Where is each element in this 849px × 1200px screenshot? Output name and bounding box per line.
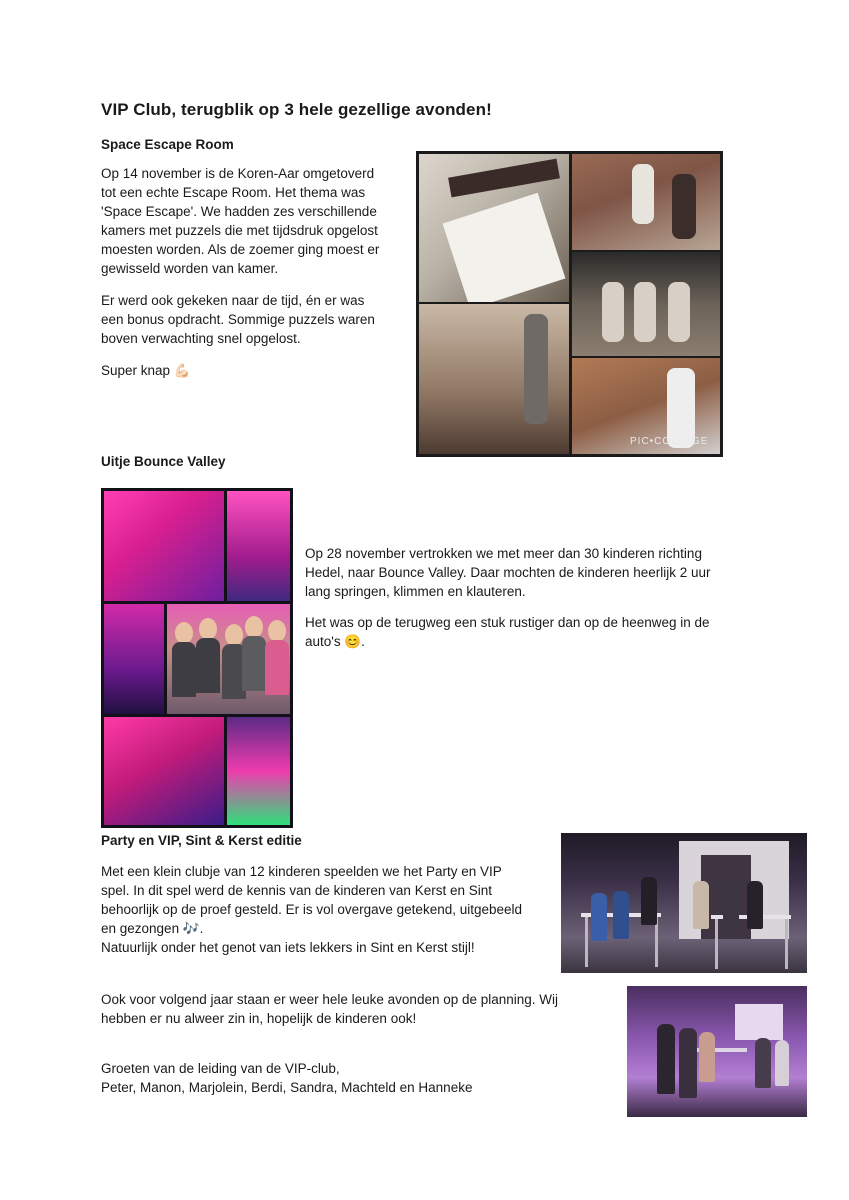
text-line: Op 28 november vertrokken we met meer dan 30 kinderen richting [305,546,702,561]
text-line: Er werd ook gekeken naar de tijd, én er was [101,293,365,308]
text-line: moesten worden. Als de zoemer ging moest er [101,242,380,257]
section1-paragraph1 [101,164,406,278]
text-line: gewisseld worden van kamer. [101,261,279,276]
section-heading-party-vip: Party en VIP, Sint & Kerst editie [101,833,302,848]
section4-paragraph1 [101,990,611,1028]
collage-tile [572,154,720,250]
text-line: Ook voor volgend jaar staan er weer hele leuke avonden op de planning. Wij [101,992,559,1007]
text-line: Met een klein clubje van 12 kinderen speelden we het Party en VIP [101,864,502,879]
signatures: Peter, Manon, Marjolein, Berdi, Sandra, Machteld en Hanneke [101,1080,473,1095]
text-line: Het was op de terugweg een stuk rustiger dan op de heenweg in de [305,615,710,630]
section2-paragraph1 [305,544,745,601]
collage-tile [104,717,224,825]
text-line: auto's 😊. [305,634,365,649]
text-line: en gezongen 🎶. [101,921,204,936]
section1-paragraph2 [101,291,406,348]
collage-tile [227,491,290,601]
collage-tile [572,358,720,454]
text-line: een bonus opdracht. Sommige puzzels waren [101,312,375,327]
text-line: lang springen, klimmen en klauteren. [305,584,526,599]
text-line: Hedel, naar Bounce Valley. Daar mochten de kinderen heerlijk 2 uur [305,565,711,580]
bounce-valley-collage-photo [101,488,293,828]
section-heading-space-escape: Space Escape Room [101,137,234,152]
collage-tile [419,304,569,454]
greeting [101,1059,611,1097]
collage-tile [104,604,164,714]
greeting-line: Groeten van de leiding van de VIP-club, [101,1061,340,1076]
collage-watermark: PIC•COLLAGE [630,436,709,447]
page-title: VIP Club, terugblik op 3 hele gezellige avonden! [101,100,492,119]
party-vip-photo [561,833,807,973]
text-line: boven verwachting snel opgelost. [101,331,301,346]
section1-closing: Super knap 💪🏻 [101,363,191,378]
planning-photo [627,986,807,1117]
collage-tile [227,717,290,825]
collage-tile [572,252,720,356]
collage-tile [104,491,224,601]
section3-paragraph1 [101,862,556,957]
text-line: tot een echte Escape Room. Het thema was [101,185,366,200]
text-line: Natuurlijk onder het genot van iets lekkers in Sint en Kerst stijl! [101,940,475,955]
section-heading-bounce-valley: Uitje Bounce Valley [101,454,226,469]
text-line: 'Space Escape'. We hadden zes verschillende [101,204,377,219]
section2-paragraph2 [305,613,745,651]
escape-room-collage-photo [416,151,723,457]
text-line: spel. In dit spel werd de kennis van de kinderen van Kerst en Sint [101,883,492,898]
collage-tile [167,604,290,714]
collage-tile [419,154,569,302]
text-line: Op 14 november is de Koren-Aar omgetoverd [101,166,375,181]
text-line: behoorlijk op de proef gesteld. Er is vol overgave getekend, uitgebeeld [101,902,523,917]
text-line: hebben er nu alweer zin in, hopelijk de kinderen ook! [101,1011,417,1026]
text-line: kamers met puzzels die met tijdsdruk opgelost [101,223,378,238]
